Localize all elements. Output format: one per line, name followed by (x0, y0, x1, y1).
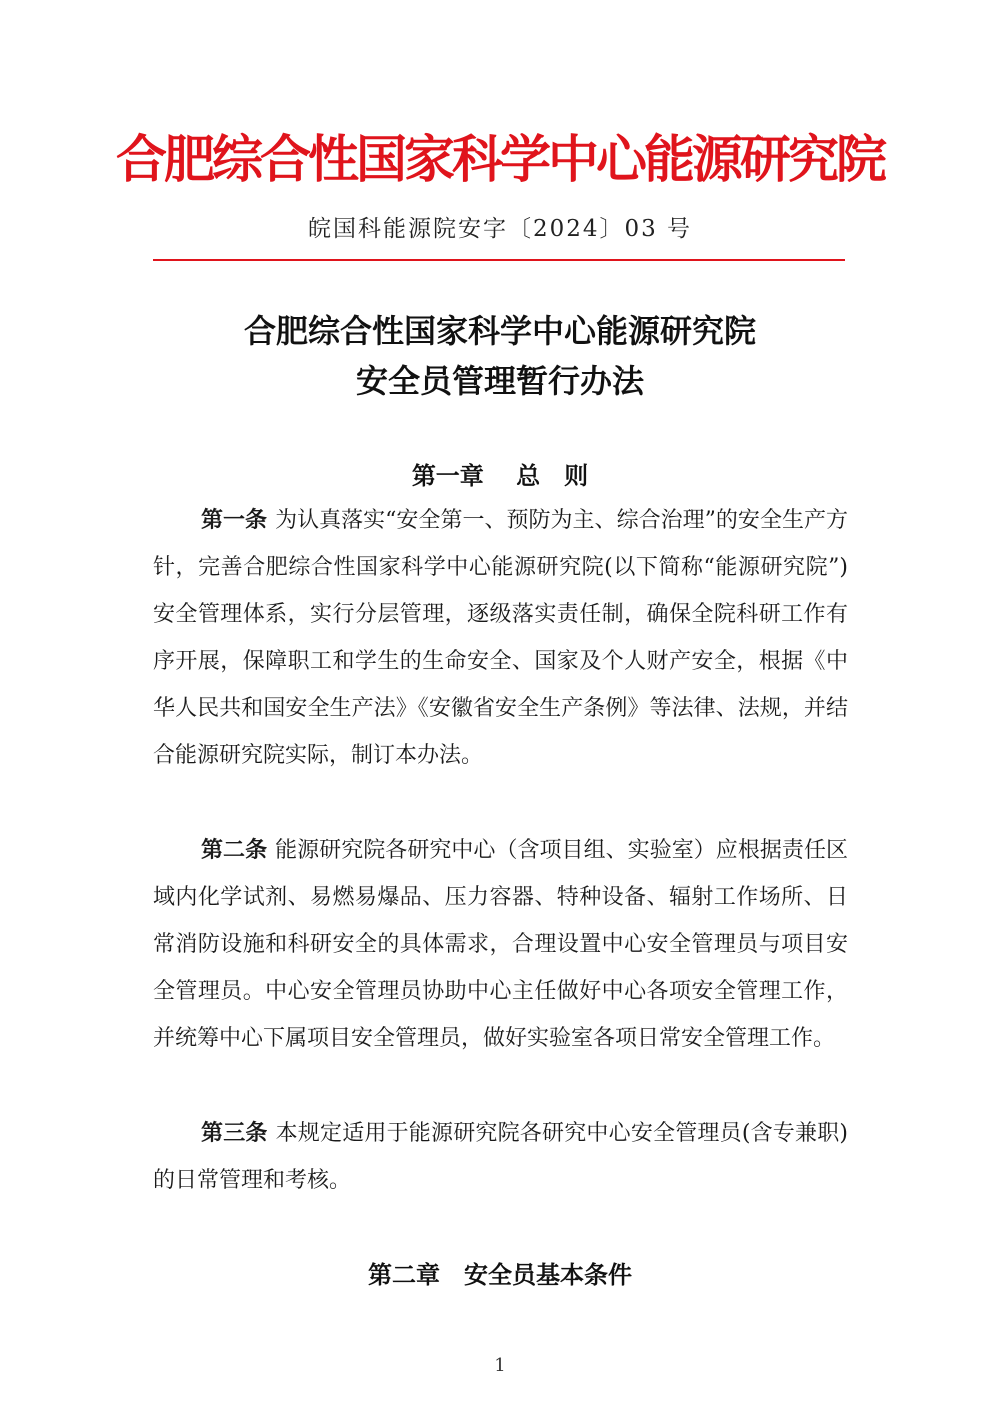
page-number: 1 (494, 1355, 506, 1376)
issuing-institution-header: 合肥综合性国家科学中心能源研究院 (115, 131, 884, 190)
document-title-line-2: 安全员管理暂行办法 (355, 362, 644, 400)
article-text: 为认真落实“安全第一、预防为主、综合治理”的安全生产方针，完善合肥综合性国家科学中心能源研究院(以下简称“能源研究院”)安全管理体系，实行分层管理，逐级落实责任制，确保全院科研工作有序开展，保障职工和学生的生命安全、国家及个人财产安全，根据《中华人民共和国安全生产法》《安徽省安全生产条例》等法律、法规，并结合能源研究院实际，制订本办法。 (153, 508, 848, 768)
article-1 (153, 497, 848, 779)
article-label: 第二条 (201, 838, 268, 863)
article-label: 第三条 (201, 1121, 268, 1146)
article-2 (153, 827, 848, 1062)
red-divider-line (153, 259, 845, 261)
article-text: 能源研究院各研究中心（含项目组、实验室）应根据责任区域内化学试剂、易燃易爆品、压力容器、特种设备、辐射工作场所、日常消防设施和科研安全的具体需求，合理设置中心安全管理员与项目安全管理员。中心安全管理员协助中心主任做好中心各项安全管理工作，并统筹中心下属项目安全管理员，做好实验室各项日常安全管理工作。 (153, 838, 848, 1051)
document-number: 皖国科能源院安字〔2024〕03 号 (307, 216, 693, 242)
article-label: 第一条 (201, 508, 268, 533)
chapter-heading-2: 第二章 安全员基本条件 (368, 1261, 632, 1289)
article-text: 本规定适用于能源研究院各研究中心安全管理员(含专兼职)的日常管理和考核。 (153, 1121, 848, 1193)
chapter-heading-1: 第一章 总 则 (411, 462, 589, 490)
document-title-line-1: 合肥综合性国家科学中心能源研究院 (243, 312, 756, 350)
article-3 (153, 1110, 848, 1204)
